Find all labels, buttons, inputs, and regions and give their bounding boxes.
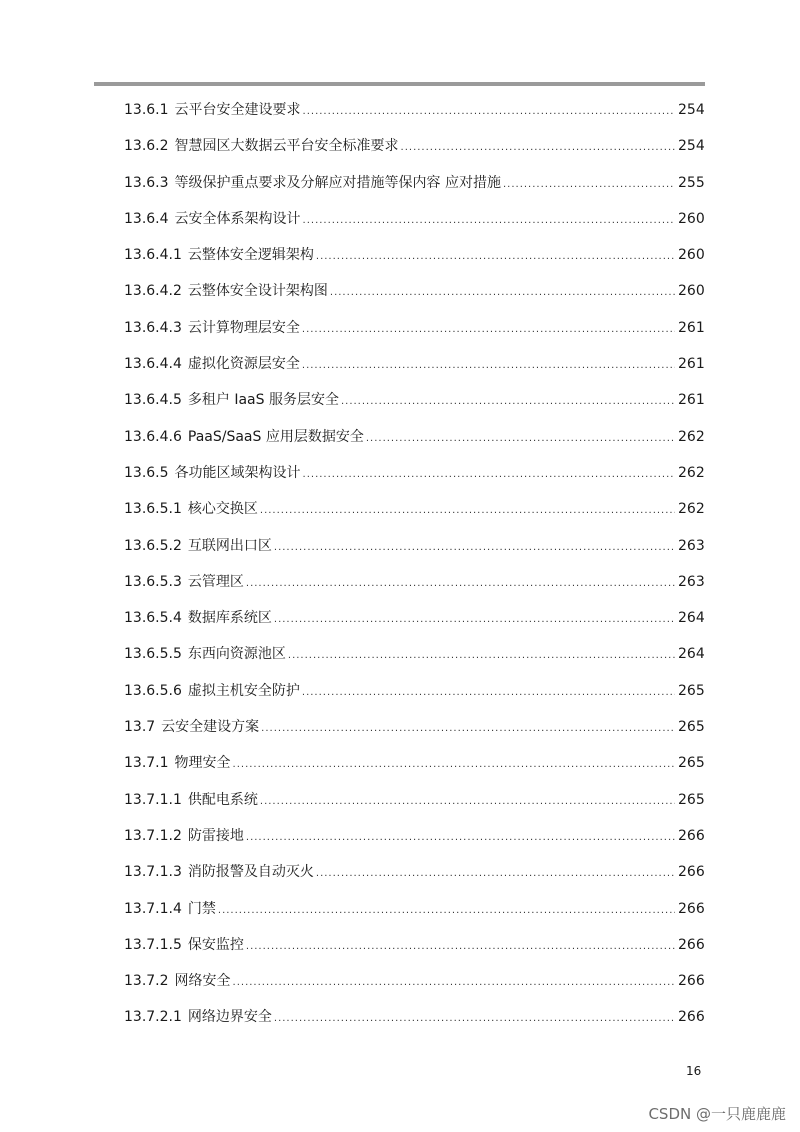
toc-entry-page: 263 (678, 573, 705, 590)
toc-entry[interactable] (124, 528, 704, 564)
toc-entry-title: PaaS/SaaS 应用层数据安全 (187, 428, 364, 445)
toc-entry[interactable] (124, 237, 704, 273)
toc-entry-title: 门禁 (187, 900, 216, 917)
toc-entry-title: 消防报警及自动灭火 (187, 864, 314, 881)
toc-entry-page: 254 (678, 138, 705, 155)
toc-entry-page: 255 (678, 174, 705, 191)
toc-entry[interactable] (124, 165, 704, 201)
toc-entry-page: 266 (678, 1009, 705, 1026)
toc-entry[interactable] (124, 782, 704, 818)
toc-entry[interactable] (124, 201, 704, 237)
toc-entry-number: 13.7 (124, 719, 156, 736)
toc-entry[interactable] (124, 564, 704, 600)
toc-entry-page: 262 (678, 501, 705, 518)
toc-entry-number: 13.7.1.4 (124, 900, 182, 917)
toc-leader-dots (366, 421, 675, 457)
toc-entry-number: 13.6.4.4 (124, 356, 182, 373)
toc-entry-title: 供配电系统 (187, 791, 258, 808)
toc-entry-page: 265 (678, 791, 705, 808)
toc-entry-number: 13.6.5.6 (124, 682, 182, 699)
toc-entry-page: 265 (678, 682, 705, 699)
toc-entry-page: 266 (678, 864, 705, 881)
toc-entry-title: 网络安全 (174, 973, 231, 990)
toc-leader-dots (218, 893, 675, 929)
toc-entry-page: 260 (678, 283, 705, 300)
toc-entry-number: 13.7.1 (124, 755, 169, 772)
toc-leader-dots (246, 566, 675, 602)
toc-entry[interactable] (124, 636, 704, 672)
toc-entry[interactable] (124, 927, 704, 963)
toc-entry-number: 13.6.5.1 (124, 501, 182, 518)
toc-entry-title: 等级保护重点要求及分解应对措施等保内容 应对措施 (174, 174, 501, 191)
toc-entry-number: 13.6.5.2 (124, 537, 182, 554)
toc-entry-number: 13.6.5 (124, 464, 169, 481)
toc-leader-dots (303, 457, 675, 493)
toc-entry-page: 263 (678, 537, 705, 554)
toc-entry-title: 虚拟化资源层安全 (187, 356, 300, 373)
toc-entry-page: 261 (678, 319, 705, 336)
toc-entry-number: 13.7.1.5 (124, 936, 182, 953)
toc-leader-dots (246, 929, 675, 965)
toc-entry-title: 多租户 IaaS 服务层安全 (187, 392, 339, 409)
toc-entry-title: 核心交换区 (187, 501, 258, 518)
toc-leader-dots (260, 784, 675, 820)
toc-entry[interactable] (124, 854, 704, 890)
toc-entry-number: 13.6.4.1 (124, 247, 182, 264)
toc-entry[interactable] (124, 455, 704, 491)
toc-entry-title: 云整体安全设计架构图 (187, 283, 328, 300)
toc-entry[interactable] (124, 891, 704, 927)
toc-entry-title: 各功能区域架构设计 (174, 464, 301, 481)
toc-entry-title: 防雷接地 (187, 827, 244, 844)
toc-entry[interactable] (124, 419, 704, 455)
toc-entry-title: 云整体安全逻辑架构 (187, 247, 314, 264)
toc-entry-number: 13.7.2.1 (124, 1009, 182, 1026)
toc-leader-dots (316, 239, 675, 275)
toc-leader-dots (401, 130, 675, 166)
toc-leader-dots (274, 602, 675, 638)
toc-entry-title: 物理安全 (174, 755, 231, 772)
toc-entry-page: 264 (678, 610, 705, 627)
toc-leader-dots (261, 711, 675, 747)
toc-entry-title: 数据库系统区 (187, 610, 272, 627)
toc-entry-number: 13.6.4.3 (124, 319, 182, 336)
toc-entry-number: 13.6.4.5 (124, 392, 182, 409)
toc-entry-page: 266 (678, 973, 705, 990)
toc-entry-page: 260 (678, 210, 705, 227)
toc-leader-dots (288, 638, 675, 674)
toc-entry-title: 云计算物理层安全 (187, 319, 300, 336)
toc-entry[interactable] (124, 673, 704, 709)
toc-leader-dots (303, 94, 675, 130)
toc-entry-page: 260 (678, 247, 705, 264)
toc-leader-dots (303, 203, 675, 239)
toc-entry[interactable] (124, 92, 704, 128)
toc-entry-page: 266 (678, 900, 705, 917)
toc-entry-number: 13.6.5.5 (124, 646, 182, 663)
toc-leader-dots (330, 275, 675, 311)
toc-entry-number: 13.7.2 (124, 973, 169, 990)
toc-leader-dots (260, 493, 675, 529)
toc-entry-number: 13.6.4.2 (124, 283, 182, 300)
toc-entry[interactable] (124, 310, 704, 346)
watermark-text: CSDN @一只鹿鹿鹿 (648, 1105, 786, 1123)
toc-entry[interactable] (124, 818, 704, 854)
toc-entry-title: 云安全体系架构设计 (174, 210, 301, 227)
toc-entry-number: 13.6.3 (124, 174, 169, 191)
toc-entry-page: 262 (678, 428, 705, 445)
toc-entry[interactable] (124, 491, 704, 527)
toc-leader-dots (341, 384, 675, 420)
toc-leader-dots (302, 348, 675, 384)
toc-entry-number: 13.7.1.3 (124, 864, 182, 881)
toc-entry-page: 264 (678, 646, 705, 663)
toc-entry-title: 云安全建设方案 (161, 719, 260, 736)
toc-entry-page: 266 (678, 936, 705, 953)
toc-entry[interactable] (124, 273, 704, 309)
toc-entry-number: 13.6.2 (124, 138, 169, 155)
toc-entry-number: 13.6.4.6 (124, 428, 182, 445)
toc-entry-number: 13.6.4 (124, 210, 169, 227)
toc-leader-dots (503, 167, 675, 203)
page-number: 16 (686, 1064, 702, 1078)
toc-leader-dots (274, 1001, 675, 1037)
toc-entry-title: 保安监控 (187, 936, 244, 953)
toc-entry-page: 261 (678, 356, 705, 373)
toc-leader-dots (233, 965, 675, 1001)
toc-entry-page: 261 (678, 392, 705, 409)
toc-entry-page: 265 (678, 755, 705, 772)
toc-entry-number: 13.6.1 (124, 102, 169, 118)
toc-entry-number: 13.6.5.4 (124, 610, 182, 627)
toc-entry[interactable] (124, 709, 704, 745)
toc-entry-title: 虚拟主机安全防护 (187, 682, 300, 699)
toc-entry-title: 云管理区 (187, 573, 244, 590)
toc-entry-page: 262 (678, 464, 705, 481)
toc-entry-title: 东西向资源池区 (187, 646, 286, 663)
toc-leader-dots (274, 530, 675, 566)
toc-entry-number: 13.7.1.1 (124, 791, 182, 808)
toc-entry[interactable] (124, 128, 704, 164)
toc-entry-title: 互联网出口区 (187, 537, 272, 554)
toc-entry-page: 266 (678, 827, 705, 844)
toc-leader-dots (302, 675, 675, 711)
toc-entry-title: 云平台安全建设要求 (174, 102, 301, 118)
toc-leader-dots (246, 820, 675, 856)
toc-entry-title: 智慧园区大数据云平台安全标准要求 (174, 138, 399, 155)
toc-entry[interactable] (124, 346, 704, 382)
toc-leader-dots (233, 747, 675, 783)
toc-entry-title: 网络边界安全 (187, 1009, 272, 1026)
toc-entry[interactable] (124, 963, 704, 999)
toc-entry[interactable] (124, 600, 704, 636)
toc-entry-number: 13.6.5.3 (124, 573, 182, 590)
toc-entry-number: 13.7.1.2 (124, 827, 182, 844)
toc-leader-dots (302, 312, 675, 348)
toc-entry[interactable] (124, 382, 704, 418)
toc-entry[interactable] (124, 999, 704, 1035)
toc-entry-page: 265 (678, 719, 705, 736)
toc-entry[interactable] (124, 745, 704, 781)
table-of-contents (124, 92, 704, 1036)
toc-entry-page: 254 (678, 102, 705, 118)
toc-leader-dots (316, 856, 675, 892)
header-rule (94, 82, 705, 86)
